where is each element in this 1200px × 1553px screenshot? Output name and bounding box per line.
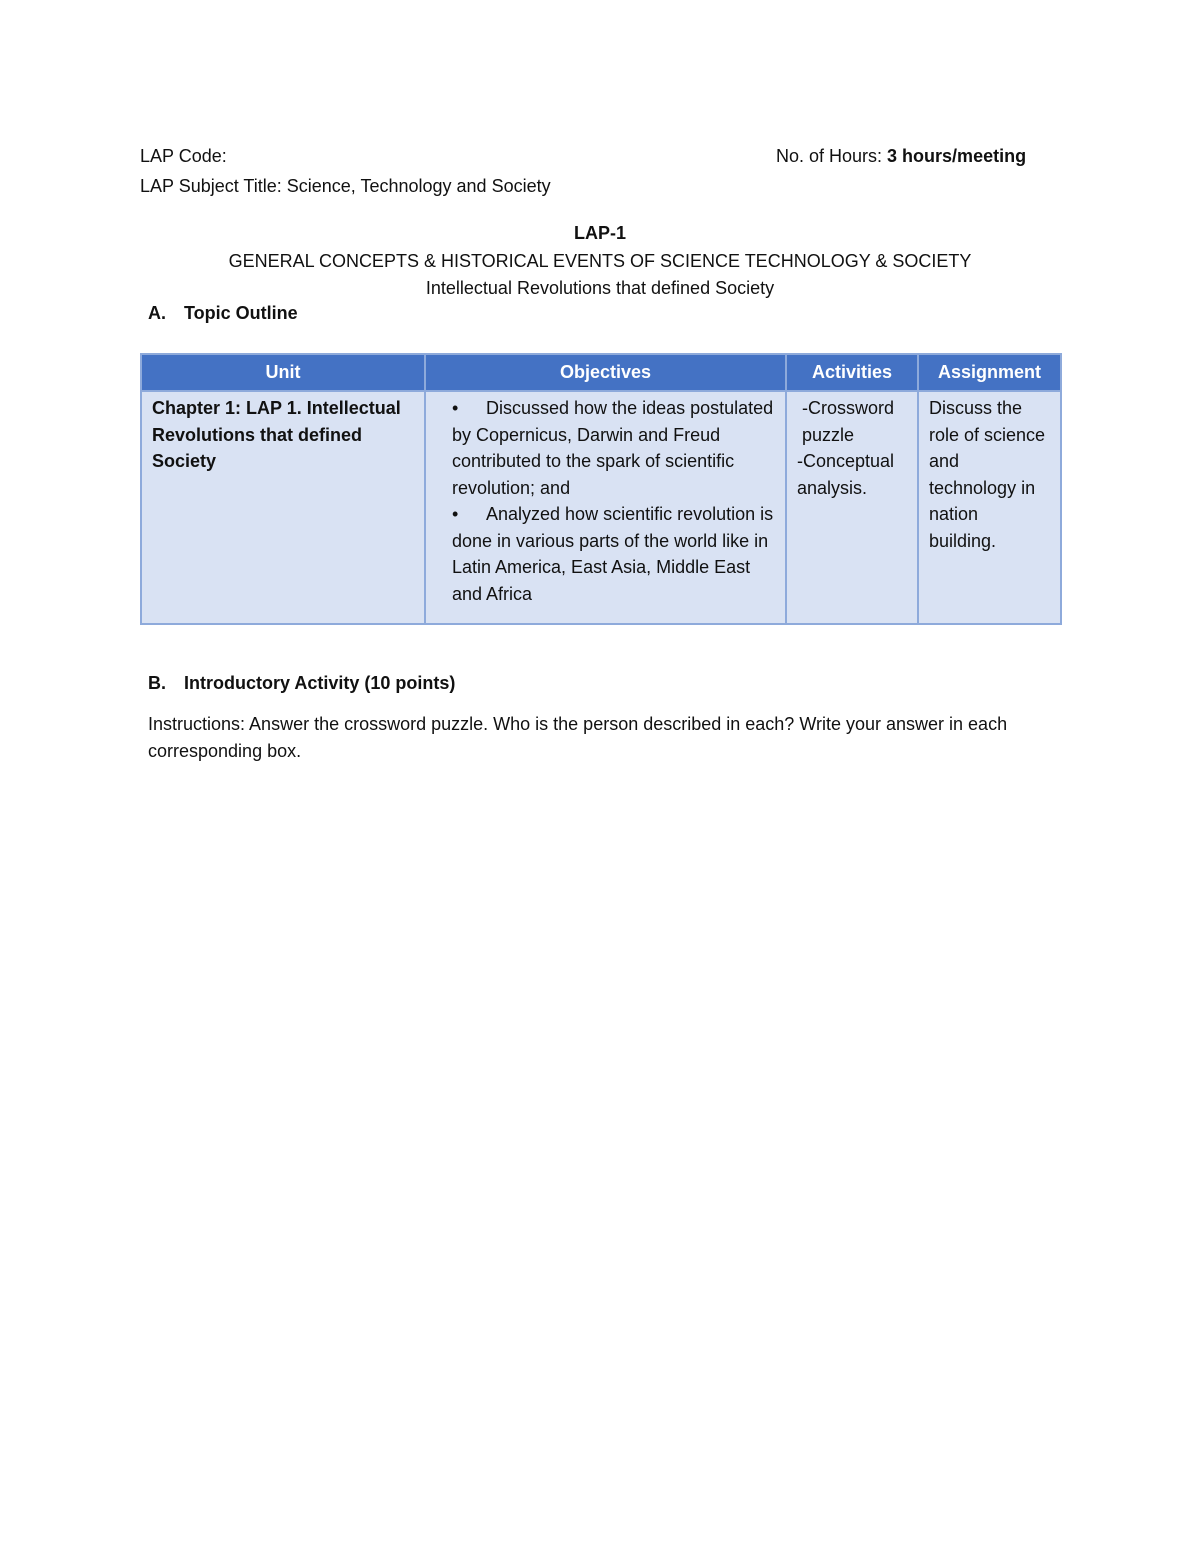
header-assignment: Assignment <box>918 354 1061 391</box>
header-unit: Unit <box>141 354 425 391</box>
table-header-row <box>141 354 1061 391</box>
section-a-title: Topic Outline <box>184 303 298 323</box>
cell-unit: Chapter 1: LAP 1. Intellectual Revolutions that defined Society <box>141 391 425 624</box>
activity-item: -Conceptual analysis. <box>797 451 895 498</box>
objective-text: Discussed how the ideas postulated by Copernicus, Darwin and Freud contributed to the spark of scientific revolution; and <box>452 398 774 498</box>
cell-assignment: Discuss the role of science and technology in nation building. <box>918 391 1061 624</box>
objectives-list <box>452 395 775 607</box>
topic-outline-table <box>140 353 1062 625</box>
list-item <box>452 395 775 501</box>
hours-value: 3 hours/meeting <box>887 146 1027 166</box>
lesson-subtitle: Intellectual Revolutions that defined Society <box>425 278 775 298</box>
header-objectives: Objectives <box>425 354 786 391</box>
lap-code-label: LAP Code: <box>140 146 227 166</box>
objective-text: Analyzed how scientific revolution is done in various parts of the world like in Latin America, East Asia, Middle East and Africa <box>452 504 774 604</box>
bullet-icon: • <box>452 504 459 524</box>
subject-title: LAP Subject Title: Science, Technology and Society <box>140 176 551 196</box>
header-activities: Activities <box>786 354 918 391</box>
instructions-text: Instructions: Answer the crossword puzzle. Who is the person described in each? Write your answer in each corresponding box. <box>148 714 1008 761</box>
cell-activities <box>786 391 918 624</box>
section-b-letter: B. <box>148 673 166 693</box>
hours-field <box>776 145 1026 167</box>
section-a-letter: A. <box>148 303 166 323</box>
general-title: GENERAL CONCEPTS & HISTORICAL EVENTS OF SCIENCE TECHNOLOGY & SOCIETY <box>228 251 972 271</box>
section-b-title: Introductory Activity (10 points) <box>184 673 456 693</box>
list-item <box>452 501 775 607</box>
bullet-icon: • <box>452 398 459 418</box>
section-a-heading <box>148 302 298 324</box>
cell-objectives <box>425 391 786 624</box>
lap-number: LAP-1 <box>573 223 626 243</box>
hours-label: No. of Hours: <box>776 146 888 166</box>
activity-item: -Crossword puzzle <box>802 398 895 445</box>
table-row <box>141 391 1061 624</box>
section-b-heading <box>148 672 455 694</box>
